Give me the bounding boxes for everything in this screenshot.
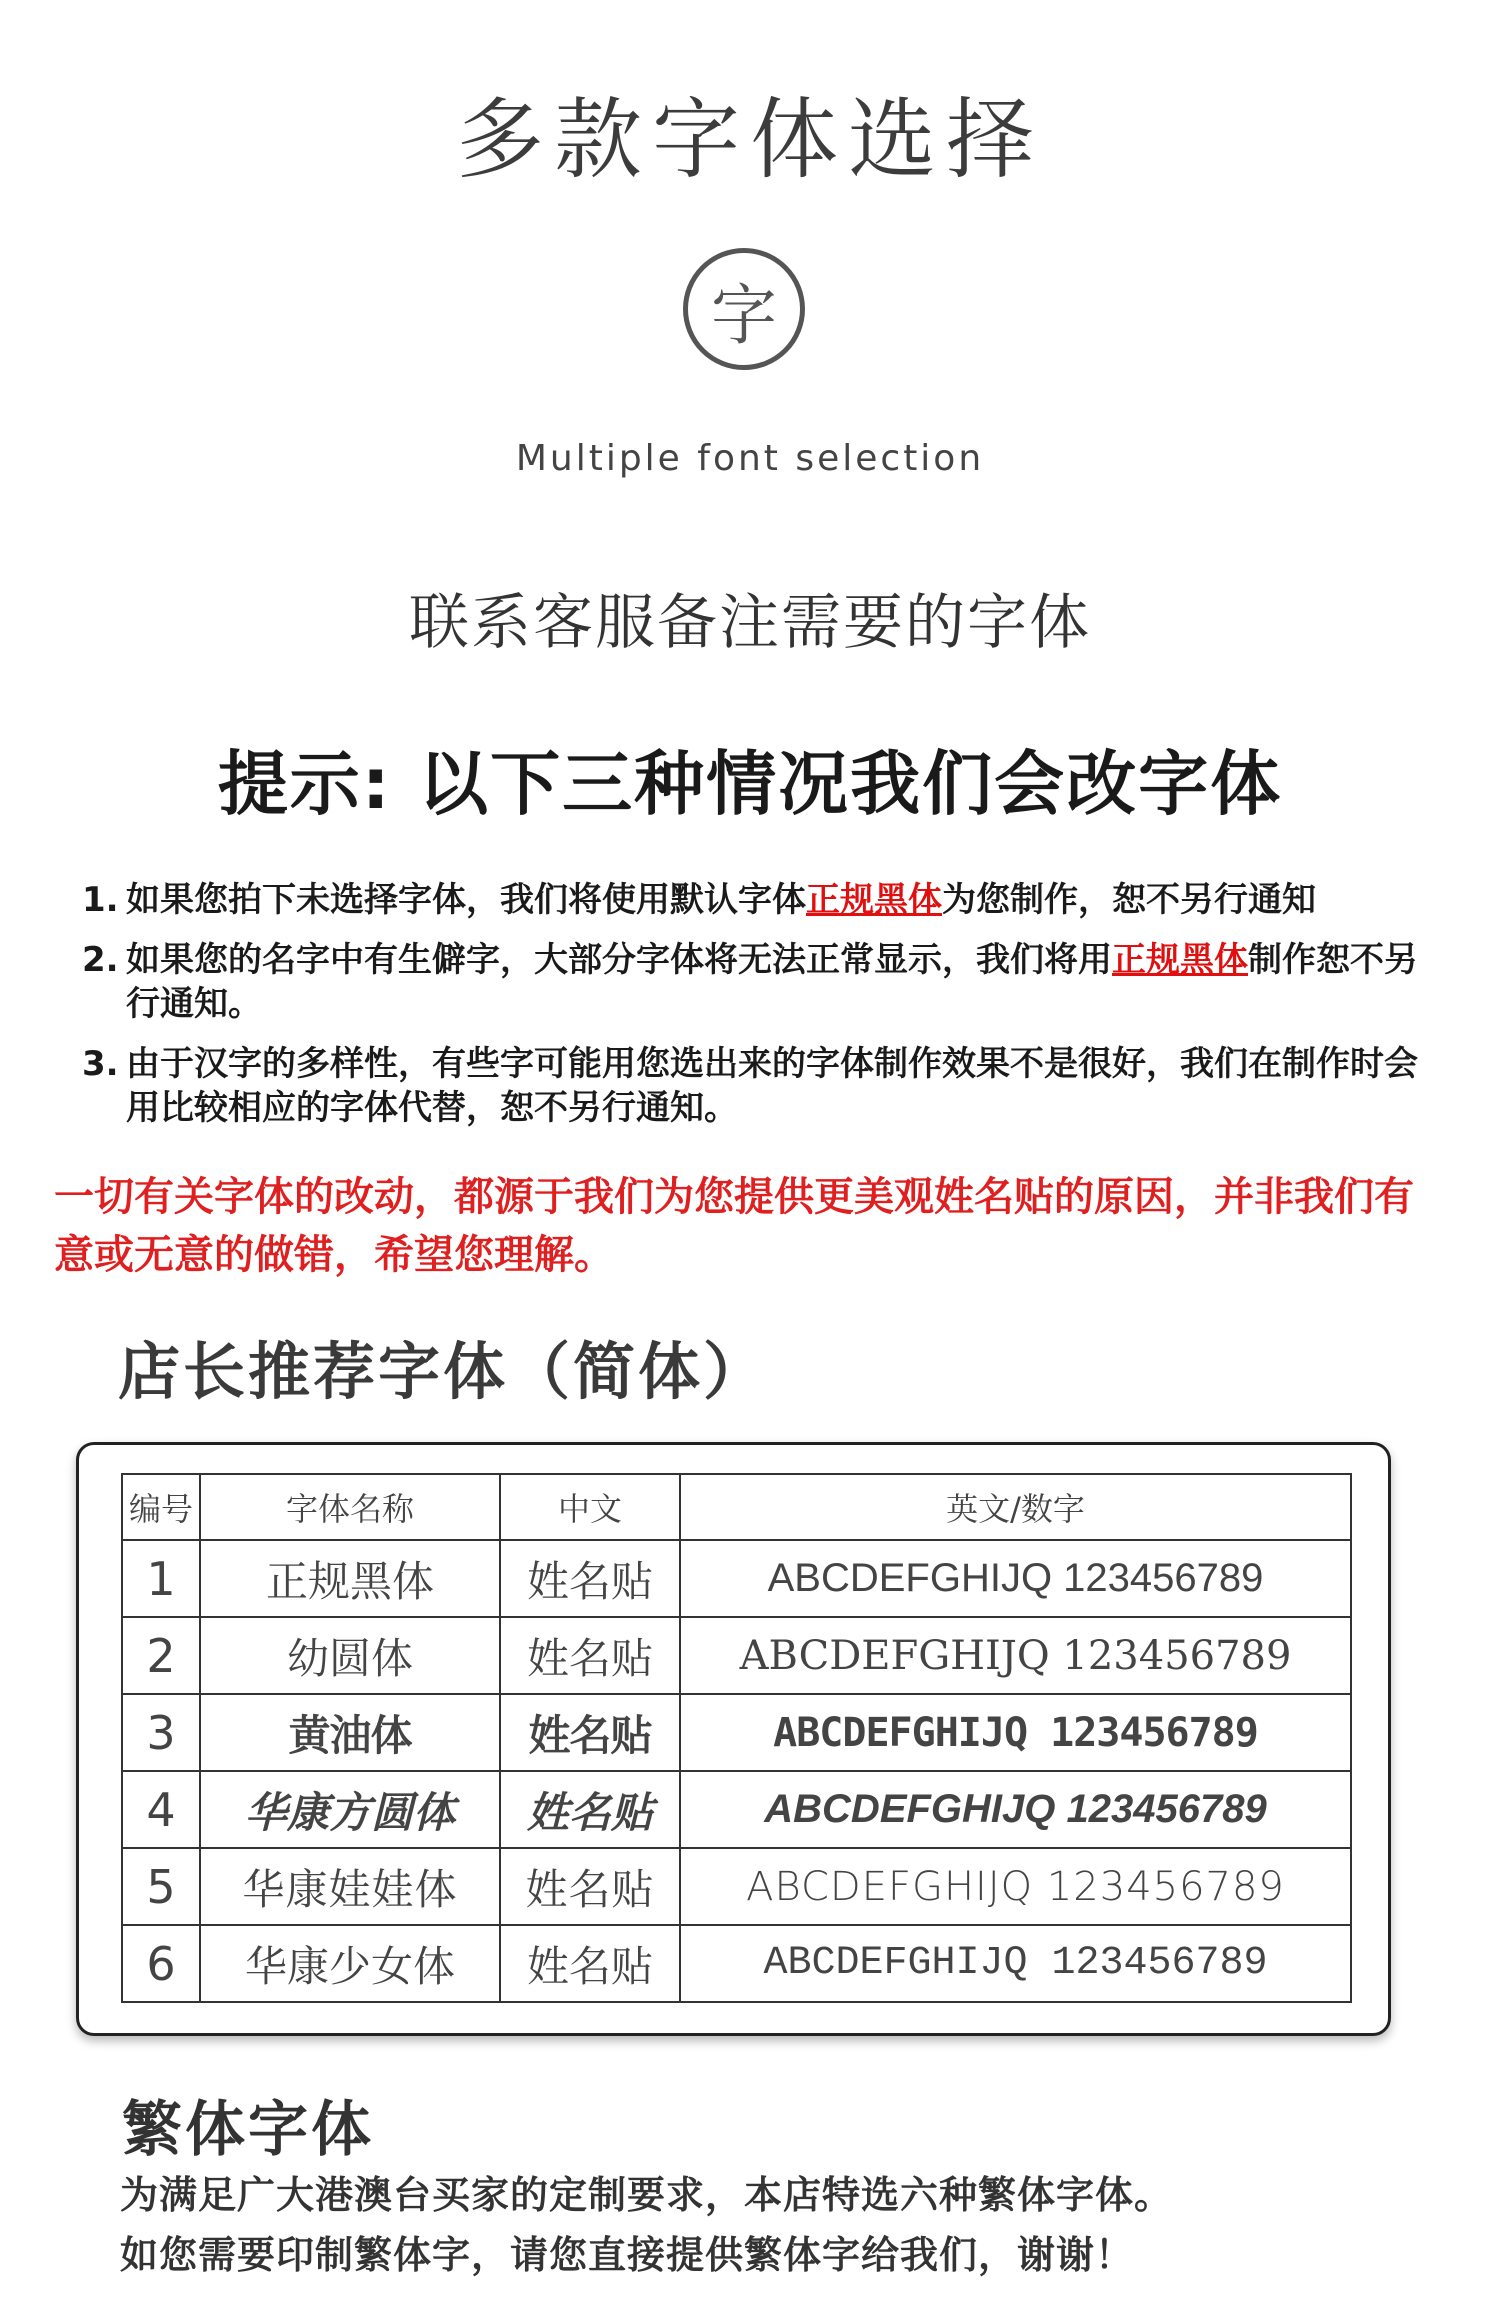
row-number: 2 <box>122 1617 200 1694</box>
row-number: 1 <box>122 1540 200 1617</box>
english-sample: ABCDEFGHIJQ 123456789 <box>680 1848 1351 1925</box>
font-name: 正规黑体 <box>200 1540 500 1617</box>
header-english-digits: 英文/数字 <box>680 1474 1351 1540</box>
table-row <box>122 1925 1351 2002</box>
chinese-sample: 姓名贴 <box>500 1694 680 1771</box>
header-number: 编号 <box>122 1474 200 1540</box>
table-header-row <box>122 1474 1351 1540</box>
row-number: 6 <box>122 1925 200 2002</box>
red-notice: 一切有关字体的改动，都源于我们为您提供更美观姓名贴的原因，并非我们有意或无意的做错，希望您理解。 <box>54 1174 1414 1278</box>
font-name: 黄油体 <box>200 1694 500 1771</box>
english-sample: ABCDEFGHIJQ 123456789 <box>680 1925 1351 2002</box>
chinese-sample: 姓名贴 <box>500 1540 680 1617</box>
note-text: 如果您的名字中有生僻字，大部分字体将无法正常显示，我们将用 <box>126 940 1112 980</box>
note-number: 2. <box>82 940 119 980</box>
font-name: 华康方圆体 <box>200 1771 500 1848</box>
note-item-3 <box>82 1042 1442 1130</box>
page-title: 多款字体选择 <box>455 88 1044 191</box>
section-title-simplified: 店长推荐字体（简体） <box>118 1335 769 1408</box>
table-row <box>122 1771 1351 1848</box>
table-row <box>122 1540 1351 1617</box>
traditional-line: 为满足广大港澳台买家的定制要求，本店特选六种繁体字体。 <box>120 2173 1174 2217</box>
notes-list <box>82 878 1442 1146</box>
note-text: 如果您拍下未选择字体，我们将使用默认字体 <box>126 880 806 920</box>
note-text: 制作恕不另行通知。 <box>126 940 1418 1024</box>
font-table <box>121 1473 1352 2003</box>
chinese-sample: 姓名贴 <box>500 1848 680 1925</box>
traditional-line: 如您需要印制繁体字，请您直接提供繁体字给我们，谢谢！ <box>120 2233 1135 2277</box>
row-number: 4 <box>122 1771 200 1848</box>
english-sample: ABCDEFGHIJQ 123456789 <box>680 1617 1351 1694</box>
chinese-sample: 姓名贴 <box>500 1617 680 1694</box>
highlight-font-name: 正规黑体 <box>806 880 942 920</box>
english-sample: ABCDEFGHIJQ 123456789 <box>680 1771 1351 1848</box>
header-font-name: 字体名称 <box>200 1474 500 1540</box>
chinese-sample: 姓名贴 <box>500 1771 680 1848</box>
row-number: 3 <box>122 1694 200 1771</box>
contact-service-line: 联系客服备注需要的字体 <box>409 588 1091 658</box>
font-table-frame <box>76 1442 1391 2036</box>
note-number: 3. <box>82 1044 119 1084</box>
font-char-icon: 字 <box>683 248 805 370</box>
traditional-description <box>120 2165 1460 2285</box>
note-text: 为您制作，恕不另行通知 <box>942 880 1316 920</box>
chinese-sample: 姓名贴 <box>500 1925 680 2002</box>
row-number: 5 <box>122 1848 200 1925</box>
english-sample: ABCDEFGHIJQ 123456789 <box>680 1694 1351 1771</box>
note-text: 由于汉字的多样性，有些字可能用您选出来的字体制作效果不是很好，我们在制作时会用比较相应的字体代替，恕不另行通知。 <box>126 1044 1418 1128</box>
english-subtitle: Multiple font selection <box>515 438 985 479</box>
section-title-traditional: 繁体字体 <box>122 2095 374 2165</box>
english-sample: ABCDEFGHIJQ 123456789 <box>680 1540 1351 1617</box>
tip-title: 提示: 以下三种情况我们会改字体 <box>217 743 1283 825</box>
note-item-2 <box>82 938 1442 1026</box>
highlight-font-name: 正规黑体 <box>1112 940 1248 980</box>
note-item-1 <box>82 878 1442 922</box>
font-name: 华康娃娃体 <box>200 1848 500 1925</box>
table-row <box>122 1694 1351 1771</box>
font-name: 幼圆体 <box>200 1617 500 1694</box>
table-row <box>122 1617 1351 1694</box>
font-name: 华康少女体 <box>200 1925 500 2002</box>
header-chinese: 中文 <box>500 1474 680 1540</box>
table-row <box>122 1848 1351 1925</box>
note-number: 1. <box>82 880 119 920</box>
